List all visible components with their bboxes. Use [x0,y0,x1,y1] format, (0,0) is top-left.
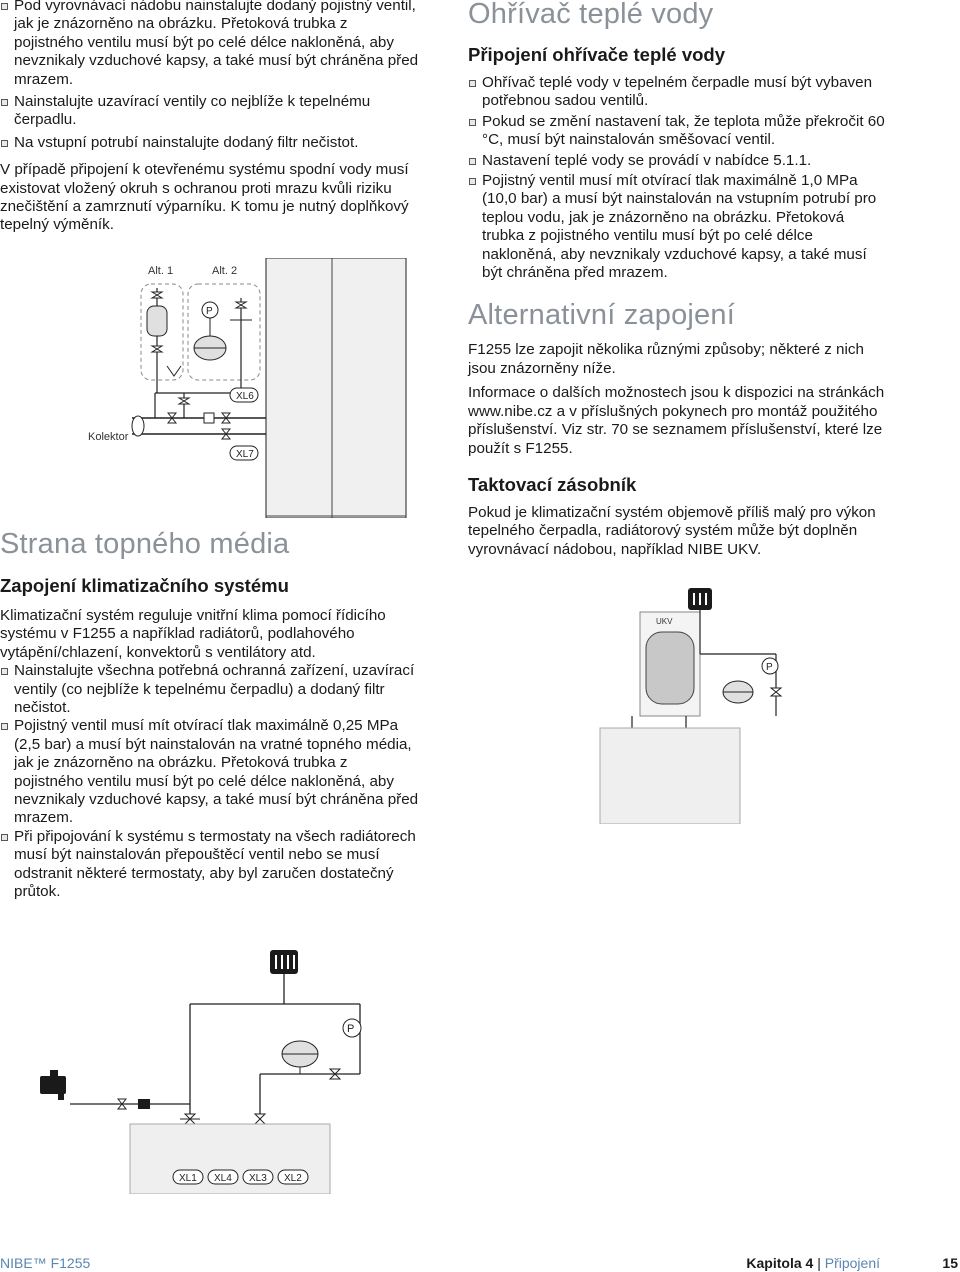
footer-chapter-label: Kapitola 4 [746,1255,814,1271]
list-item: Pokud se změní nastavení tak, že teplota může překročit 60 °C, musí být nainstalován směšovací ventil. [468,113,888,150]
port-label-xl7: XL7 [236,449,254,460]
open-system-paragraph: V případě připojení k otevřenému systému spodní vody musí existovat vložený okruh s ochranou proti mrazu kvůli riziku znečištění a zamrznutí výparníku. K tomu je nutný doplňkový tepelný výměník. [0,161,409,234]
climate-intro-paragraph: Klimatizační systém reguluje vnitřní klima pomocí řídicího systému v F1255 a například radiátorů, podlahového vytápění/chlazení, konvektorů s ventilátory atd. [0,607,386,661]
list-item: Nastavení teplé vody se provádí v nabídce 5.1.1. [468,152,888,170]
list-item: Nainstalujte uzavírací ventily co nejblíže k tepelnému čerpadlu. [0,93,420,130]
alt2-label: Alt. 2 [212,265,238,277]
list-item: Při připojování k systému s termostaty na všech radiátorech musí být nainstalován přepouštěcí ventil nebo se musí odstranit některé termostaty, aby byl zaručen dostatečný průtok. [0,828,420,902]
buffer-tank-diagram [596,584,806,824]
collector-label: Kolektor [88,431,129,443]
port-label-xl3: XL3 [249,1173,267,1184]
section-title-alternative: Alternativní zapojení [468,299,735,332]
hot-water-bullet-list [468,74,888,282]
gauge-p-label: P [766,662,773,673]
section-title-heating-medium: Strana topného média [0,528,290,560]
buffer-paragraph: Pokud je klimatizační systém objemově příliš malý pro výkon tepelného čerpadla, radiátorový systém může být doplněn vyrovnávací nádobou, například NIBE UKV. [468,503,876,558]
buffer-tank-icon [646,632,694,704]
heat-pump-unit [266,258,406,518]
right-column [468,0,888,559]
port-label-xl6: XL6 [236,391,254,402]
climate-system-diagram [30,944,390,1194]
footer-chapter [746,1255,880,1271]
list-item: Na vstupní potrubí nainstalujte dodaný filtr nečistot. [0,134,420,152]
list-item: Pod vyrovnávací nádobu nainstalujte dodaný pojistný ventil, jak je znázorněno na obrázku. Přetoková trubka z pojistného ventilu musí být po celé délce nakloněná, aby nevznikaly vzduchové kapsy, a také musí být chráněna před mrazem. [0,0,420,89]
subsection-title-climate-system: Zapojení klimatizačního systému [0,575,289,596]
gauge-p-label: P [347,1023,355,1035]
section-title-hot-water: Ohřívač teplé vody [468,0,714,30]
top-bullet-list [0,0,420,152]
left-column [0,0,420,901]
ukv-label: UKV [656,617,673,626]
alt-paragraph-2: Informace o dalších možnostech jsou k dispozici na stránkách www.nibe.cz a v příslušných pokynech pro montáž použitého příslušenství. Viz str. 70 se seznamem příslušenství, které lze použít s F1255. [468,384,885,457]
gauge-p-label: P [206,306,213,317]
port-label-xl4: XL4 [214,1173,232,1184]
footer-brand: NIBE™ F1255 [0,1255,91,1271]
tap-icon [40,1070,66,1100]
port-label-xl2: XL2 [284,1173,302,1184]
footer-separator: | [817,1255,821,1271]
expansion-vessel-icon [147,306,167,336]
climate-bullet-list [0,662,420,901]
page-number: 15 [942,1255,958,1271]
heat-pump-unit [600,728,740,824]
port-label-xl1: XL1 [179,1173,197,1184]
alt-paragraph-1: F1255 lze zapojit několika různými způsoby; některé z nich jsou znázorněny níže. [468,341,864,377]
page-footer [0,1255,960,1272]
alt1-label: Alt. 1 [148,265,174,277]
list-item: Pojistný ventil musí mít otvírací tlak maximálně 1,0 MPa (10,0 bar) a musí být nainstalován na vstupním potrubí pro teplou vodu, jak je znázorněno na obrázku. Přetoková trubka z pojistného ventilu musí být po celé délce nakloněná, aby nevznikaly vzduchové kapsy, a také musí být chráněna před mrazem. [468,172,888,282]
collector-connection-diagram [0,258,420,518]
list-item: Ohřívač teplé vody v tepelném čerpadle musí být vybaven potřebnou sadou ventilů. [468,74,888,111]
subsection-title-hot-water: Připojení ohřívače teplé vody [468,44,726,65]
footer-chapter-sub: Připojení [824,1255,880,1271]
list-item: Pojistný ventil musí mít otvírací tlak maximálně 0,25 MPa (2,5 bar) a musí být nainstalován na vratné topného média, jak je znázorněno na obrázku. Přetoková trubka z pojistného ventilu musí být po celé délce nakloněná, aby nevznikaly vzduchové kapsy, a také musí být chráněna před mrazem. [0,717,420,827]
subsection-title-buffer-tank: Taktovací zásobník [468,473,637,495]
list-item: Nainstalujte všechna potřebná ochranná zařízení, uzavírací ventily (co nejblíže k tepelnému čerpadlu) a dodaný filtr nečistot. [0,662,420,717]
